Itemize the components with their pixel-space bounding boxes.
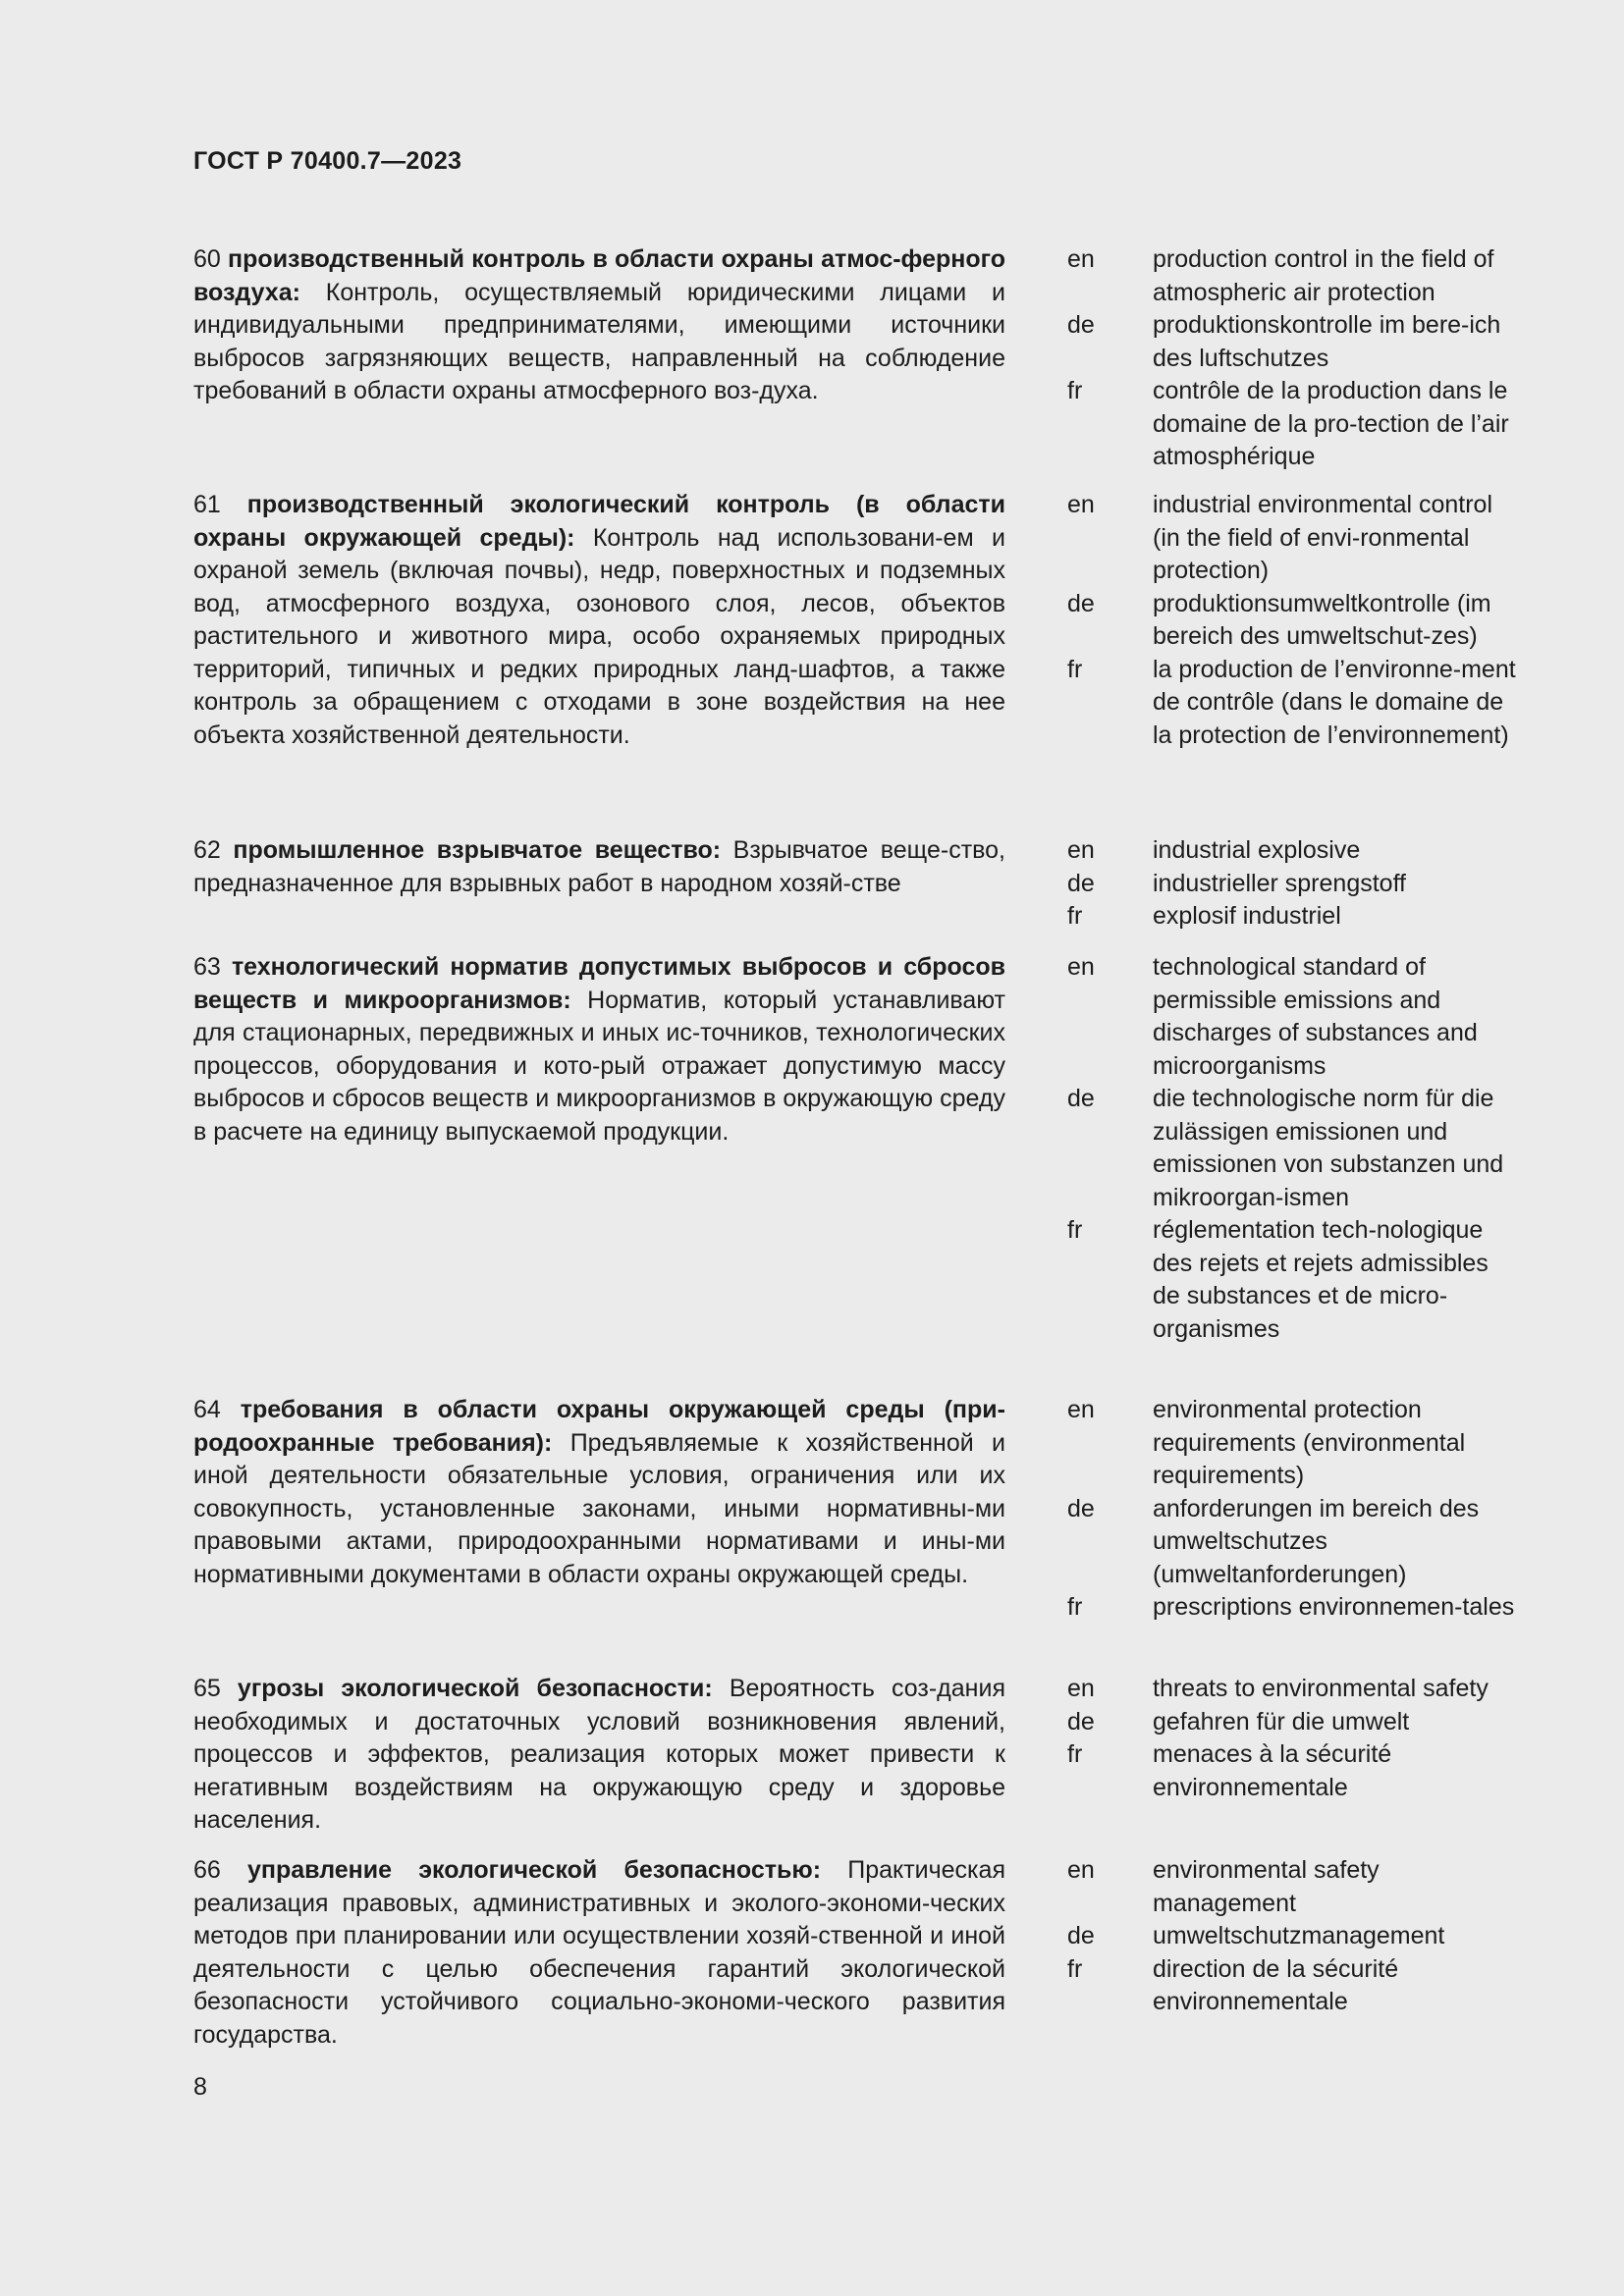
lang-code: fr [1067,1216,1083,1244]
translations-block [1067,1673,1519,1804]
lang-code: fr [1067,655,1083,683]
term-title: управление экологической безопасностью: [247,1856,822,1884]
lang-code: de [1067,311,1095,339]
translations-block [1067,951,1519,1346]
term-definition: Предъявляемые к хозяйственной и иной деятельности обязательные условия, ограничения или их совокупность, установленные законами, иными нормативны-ми правовыми актами, природоохранными нормативами и ины-ми нормативными документами в области охраны окружающей среды. [193,1428,1006,1588]
translation-text: industrieller sprengstoff [1153,869,1407,897]
lang-code: de [1067,869,1095,897]
translation-text: industrial explosive [1153,836,1361,864]
term-definition: Взрывчатое веще-ство, предназначенное для взрывных работ в народном хозяй-стве [193,836,1005,897]
page-number: 8 [193,2073,207,2101]
definition-block [193,834,1005,900]
lang-code: fr [1067,377,1083,404]
translation-en [1067,489,1519,588]
definition-block [193,243,1005,408]
translation-de [1067,1920,1519,1953]
translation-text: produktionsumweltkontrolle (im bereich des umweltschut-zes) [1153,589,1491,650]
term-title: угрозы экологической безопасности: [237,1675,713,1702]
translation-fr [1067,1738,1519,1804]
term-definition: Контроль над использовани-ем и охраной земель (включая почвы), недр, поверхностных и подземных вод, атмосферного воздуха, озонового слоя, лесов, объектов растительного и животного мира, особо охраняемых природных территорий, типичных и редких природных ланд-шафтов, а также контроль за обращением с отходами в зоне воздействия на нее объекта хозяйственной деятельности. [193,523,1005,749]
translation-de [1067,1493,1519,1592]
definition-block [193,1394,1005,1591]
translation-text: environmental safety management [1153,1856,1380,1917]
translation-en [1067,1673,1519,1706]
lang-code: fr [1067,902,1083,930]
translation-text: gefahren für die umwelt [1153,1707,1410,1735]
term-number: 60 [193,245,221,273]
translation-text: menaces à la sécurité environnementale [1153,1740,1392,1801]
translation-de [1067,309,1519,375]
translation-en [1067,834,1519,868]
translation-text: réglementation tech-nologique des rejets et rejets admissibles de substances et de micro-organismes [1153,1216,1489,1343]
translation-de [1067,1083,1519,1214]
translation-text: environmental protection requirements (environmental requirements) [1153,1396,1466,1489]
definition-block [193,489,1005,752]
translation-text: explosif industriel [1153,902,1341,930]
translation-fr [1067,1953,1519,2019]
translation-text: direction de la sécurité environnementale [1153,1954,1399,2015]
term-title: производственный контроль в области охраны атмос-ферного воздуха: [193,245,1005,306]
term-title: производственный экологический контроль (в области охраны окружающей среды): [193,491,1005,552]
lang-code: en [1067,245,1095,273]
term-number: 64 [193,1396,221,1423]
translation-text: technological standard of permissible emissions and discharges of substances and microorganisms [1153,953,1478,1080]
term-definition: Практическая реализация правовых, административных и эколого-экономи-ческих методов при планировании или осуществлении хозяй-ственной и иной деятельности с целью обеспечения гарантий экологической безопасности устойчивого социально-экономи-ческого развития государства. [193,1856,1005,2049]
translation-de [1067,588,1519,654]
lang-code: fr [1067,1954,1083,1983]
term-definition: Вероятность соз-дания необходимых и достаточных условий возникновения явлений, процессов и эффектов, реализация которых может привести к негативным воздействиям на окружающую среду и здоровье населения. [193,1675,1005,1834]
lang-code: de [1067,1707,1095,1735]
translation-en [1067,1854,1519,1920]
translations-block [1067,834,1519,934]
translation-text: contrôle de la production dans le domaine de la pro-tection de l’air atmosphérique [1153,377,1509,470]
term-number: 62 [193,836,221,864]
translation-en [1067,1394,1519,1493]
lang-code: de [1067,589,1095,617]
translation-fr [1067,375,1519,474]
term-definition: Контроль, осуществляемый юридическими лицами и индивидуальными предпринимателями, имеющими источники выбросов загрязняющих веществ, направленный на соблюдение требований в области охраны атмосферного воз-духа. [193,278,1005,404]
lang-code: fr [1067,1593,1083,1621]
translation-fr [1067,654,1519,753]
translation-fr [1067,900,1519,934]
term-number: 65 [193,1675,221,1702]
translation-text: prescriptions environnemen-tales [1153,1593,1515,1621]
lang-code: de [1067,1494,1095,1522]
translation-text: die technologische norm für die zulässigen emissionen und emissionen von substanzen und mikroorgan-ismen [1153,1085,1504,1211]
definition-block [193,1854,1005,2052]
term-number: 66 [193,1856,221,1884]
document-header: ГОСТ Р 70400.7—2023 [193,147,462,175]
definition-block [193,951,1005,1148]
term-number: 61 [193,491,221,518]
translation-text: umweltschutzmanagement [1153,1922,1445,1949]
translations-block [1067,1394,1519,1625]
translation-de [1067,1706,1519,1739]
translation-fr [1067,1591,1519,1625]
translations-block [1067,1854,1519,2019]
lang-code: en [1067,491,1095,518]
translation-de [1067,868,1519,901]
translation-en [1067,951,1519,1083]
term-number: 63 [193,953,221,981]
term-definition: Норматив, который устанавливают для стационарных, передвижных и иных ис-точников, технологических процессов, оборудования и кото-рый отражает допустимую массу выбросов и сбросов веществ и микроорганизмов в окружающую среду в расчете на единицу выпускаемой продукции. [193,986,1005,1146]
lang-code: de [1067,1922,1095,1949]
lang-code: en [1067,1856,1095,1884]
lang-code: en [1067,953,1095,981]
lang-code: en [1067,836,1095,864]
translation-text: industrial environmental control (in the field of envi-ronmental protection) [1153,491,1493,584]
lang-code: de [1067,1085,1095,1112]
term-title: промышленное взрывчатое вещество: [233,836,722,864]
translation-text: threats to environmental safety [1153,1675,1489,1702]
translation-fr [1067,1214,1519,1346]
translation-text: production control in the field of atmospheric air protection [1153,245,1494,306]
translation-en [1067,243,1519,309]
translation-text: la production de l’environne-ment de contrôle (dans le domaine de la protection de l’environnement) [1153,655,1516,749]
lang-code: en [1067,1675,1095,1702]
translations-block [1067,243,1519,474]
lang-code: fr [1067,1740,1083,1768]
term-title: технологический норматив допустимых выбросов и сбросов веществ и микроорганизмов: [193,953,1006,1014]
translation-text: anforderungen im bereich des umweltschutzes (umweltanforderungen) [1153,1494,1480,1588]
definition-block [193,1673,1005,1838]
translation-text: produktionskontrolle im bere-ich des luftschutzes [1153,311,1501,372]
term-title: требования в области охраны окружающей среды (при-родоохранные требования): [193,1396,1005,1457]
lang-code: en [1067,1396,1095,1423]
translations-block [1067,489,1519,752]
